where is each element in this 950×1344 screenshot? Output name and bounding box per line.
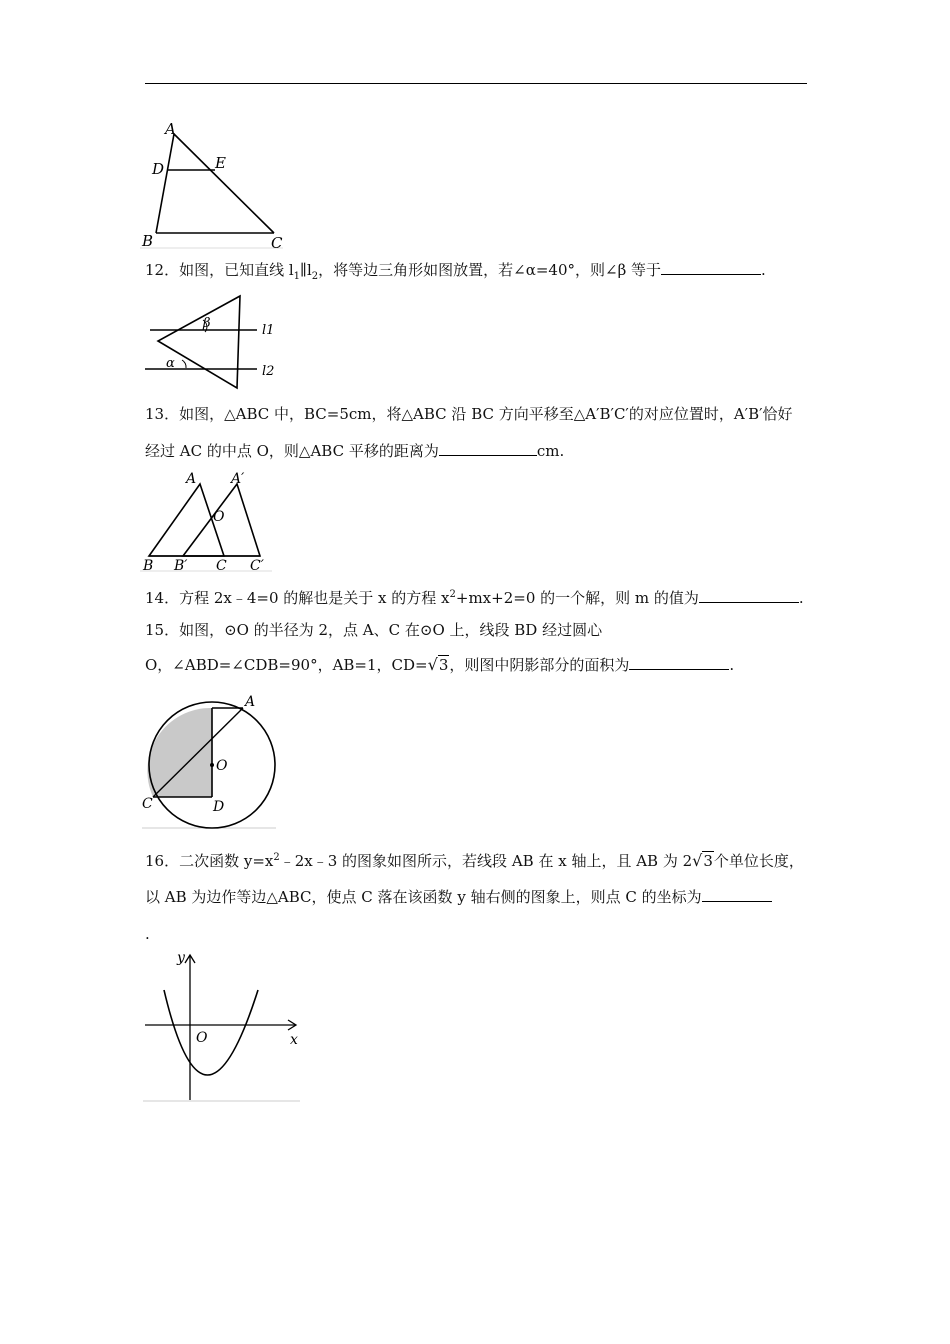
label-b: B — [143, 558, 154, 574]
figure-parallel-lines — [140, 290, 290, 390]
label-b: B — [142, 232, 154, 250]
label-a-prime: A′ — [231, 471, 245, 487]
label-c: C — [216, 558, 227, 574]
question-13-line-1: 13．如图，△ABC 中，BC=5cm，将△ABC 沿 BC 方向平移至△A′B′C′的对应位置时，A′B′恰好 — [145, 405, 793, 423]
sqrt-3: √3 — [692, 851, 713, 870]
question-15-line-2: O，∠ABD=∠CDB=90°，AB=1，CD=√3，则图中阴影部分的面积为 . — [145, 655, 735, 674]
label-o: O — [216, 758, 228, 774]
label-e: E — [215, 154, 226, 172]
figure-parabola — [140, 950, 305, 1105]
label-alpha: α — [166, 356, 175, 371]
label-b-prime: B′ — [174, 558, 188, 574]
label-x: x — [290, 1032, 298, 1048]
answer-blank-16[interactable] — [702, 887, 772, 902]
parabola-curve — [164, 990, 258, 1075]
question-15-line-1: 15．如图，⊙O 的半径为 2，点 A、C 在⊙O 上，线段 BD 经过圆心 — [145, 621, 603, 639]
label-beta: β — [203, 316, 211, 331]
question-14: 14．方程 2x﹣4=0 的解也是关于 x 的方程 $x^2+mx+2=0$ 的一个解，则 m 的值为 . — [145, 589, 804, 607]
shaded-region — [147, 708, 212, 797]
label-a: A — [186, 471, 197, 487]
figure-triangle-ade — [140, 118, 290, 253]
answer-blank-12[interactable] — [661, 260, 761, 275]
label-d: D — [213, 799, 225, 815]
answer-blank-15[interactable] — [629, 655, 729, 670]
question-13-line-2: 经过 AC 的中点 O，则△ABC 平移的距离为 cm. — [145, 442, 565, 460]
figure-circle-shaded — [140, 690, 280, 830]
header-rule — [145, 83, 807, 84]
sqrt-3: √3 — [427, 655, 449, 674]
question-16-line-1: 16．二次函数 $y=x^2﹣2x﹣3$ 的图象如图所示，若线段 AB 在 x 轴上，且 AB 为 2√3个单位长度， — [145, 851, 804, 870]
answer-blank-14[interactable] — [699, 588, 799, 603]
label-c: C — [142, 796, 153, 812]
label-o: O — [213, 509, 225, 525]
label-d: D — [152, 160, 165, 178]
label-a: A — [165, 120, 176, 138]
figure-translated-triangles — [140, 470, 280, 575]
label-y: y — [177, 950, 185, 966]
label-a: A — [245, 694, 256, 710]
label-c: C — [271, 234, 283, 252]
label-o: O — [196, 1030, 208, 1046]
label-l1: l1 — [262, 323, 275, 338]
label-l2: l2 — [262, 364, 275, 379]
answer-blank-13[interactable] — [439, 441, 537, 456]
question-12: 12．如图，已知直线 $l_1\parallel l_2$，将等边三角形如图放置，若∠α=40°，则∠β 等于 . — [145, 261, 766, 282]
label-c-prime: C′ — [250, 558, 264, 574]
question-16-line-2: 以 AB 为边作等边△ABC，使点 C 落在该函数 y 轴右侧的图象上，则点 C 的坐标为 — [145, 887, 772, 907]
question-16-line-3: . — [145, 925, 150, 943]
